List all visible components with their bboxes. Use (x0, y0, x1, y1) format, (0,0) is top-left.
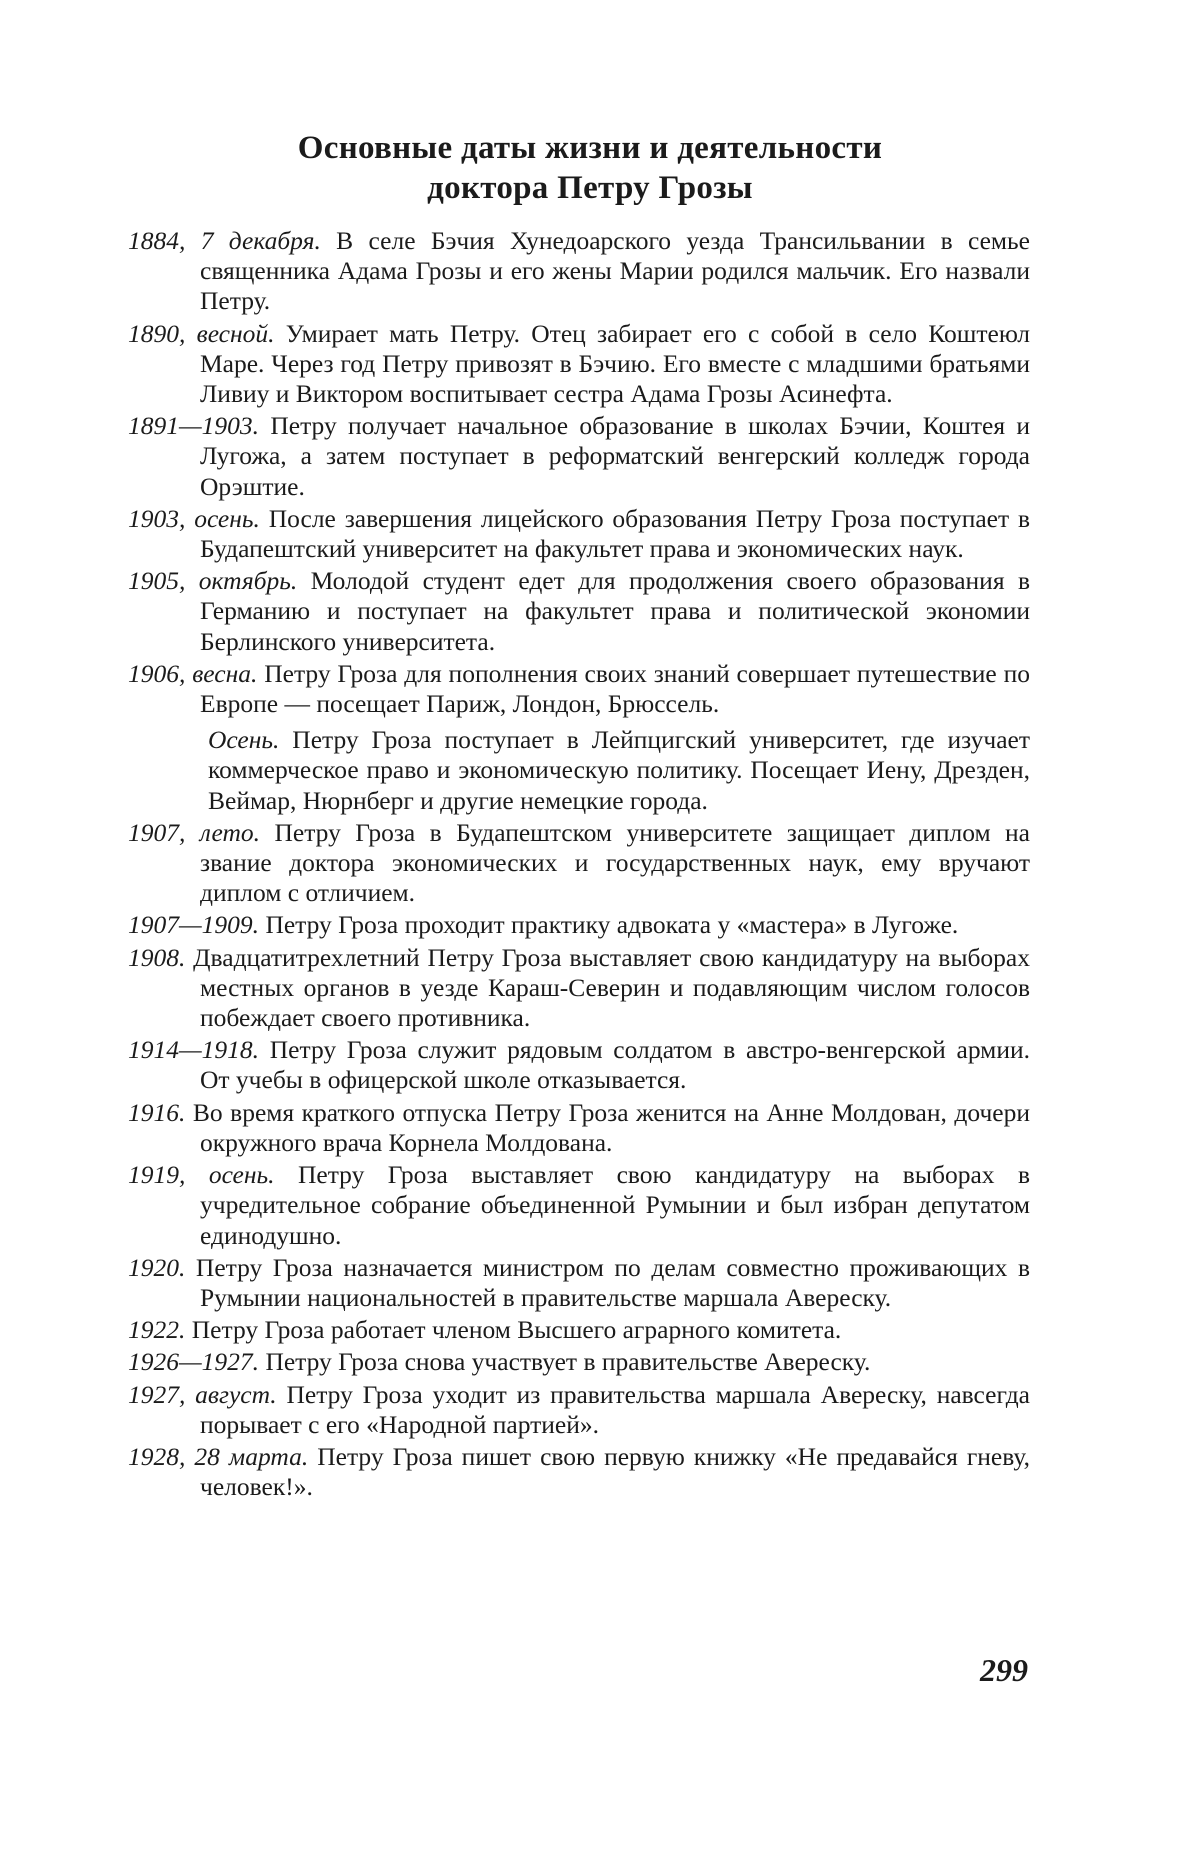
chronology-entry (128, 818, 1030, 909)
page-title (0, 128, 1200, 208)
entry-text: Петру Гроза выставляет свою кандидатуру на выборах в учредительное собрание объединенной Румынии и был избран депутатом единодушно. (200, 1160, 1030, 1250)
entry-text: Петру Гроза снова участвует в правительстве Авереску. (259, 1347, 871, 1377)
chronology-entry (128, 943, 1030, 1034)
chronology-entry (128, 1315, 1030, 1345)
entry-date: 1927, август. (128, 1379, 277, 1409)
chronology-entry (128, 319, 1030, 410)
chronology-entry (128, 1160, 1030, 1251)
entry-text: Петру Гроза назначается министром по делам совместно проживающих в Румынии национальностей в правительстве маршала Авереску. (185, 1252, 1030, 1312)
entry-text: Петру получает начальное образование в школах Бэчии, Коштея и Лугожа, а затем поступает в реформатский венгерский колледж города Орэштие. (200, 411, 1030, 501)
entry-text: Петру Гроза для пополнения своих знаний совершает путешествие по Европе — посещает Париж, Лондон, Брюссель. (200, 658, 1030, 719)
entry-date: 1920. (128, 1252, 186, 1282)
entry-date: 1916. (128, 1097, 186, 1127)
chronology-entry (128, 566, 1030, 657)
chronology-list (128, 226, 1030, 1504)
entry-date: 1907, лето. (128, 817, 261, 847)
chronology-entry (128, 659, 1030, 719)
chronology-entry (128, 1347, 1030, 1377)
entry-date: 1890, весной. (128, 318, 275, 348)
entry-date: 1884, 7 декабря. (128, 226, 321, 255)
entry-text: Петру Гроза уходит из правительства маршала Авереску, навсегда порывает с его «Народной партией». (200, 1379, 1030, 1439)
entry-text: Во время краткого отпуска Петру Гроза женится на Анне Молдован, дочери окружного врача Корнела Молдована. (185, 1097, 1030, 1157)
title-line-1: Основные даты жизни и деятельности (297, 130, 883, 166)
entry-date: 1922. (128, 1315, 186, 1345)
entry-date: 1906, весна. (128, 658, 258, 688)
entry-text: Петру Гроза пишет свою первую книжку «Не предавайся гневу, человек!». (200, 1441, 1030, 1502)
entry-date: Осень. (208, 725, 280, 755)
entry-date: 1903, осень. (128, 503, 260, 533)
chronology-entry (128, 504, 1030, 564)
chronology-entry (128, 1035, 1030, 1095)
entry-text: Двадцатитрехлетний Петру Гроза выставляет свою кандидатуру на выборах местных органов в уезде Караш-Северин и подавляющим числом голосов побеждает своего противника. (185, 942, 1030, 1033)
entry-date: 1891—1903. (128, 411, 260, 441)
entry-text: Петру Гроза работает членом Высшего аграрного комитета. (185, 1315, 842, 1345)
chronology-entry (128, 226, 1030, 317)
chronology-entry (128, 411, 1030, 502)
entry-text: Молодой студент едет для продолжения своего образования в Германию и поступает на факультет права и политической экономии Берлинского университета. (200, 566, 1030, 656)
chronology-entry (128, 725, 1030, 816)
entry-date: 1908. (128, 942, 186, 972)
entry-text: Петру Гроза служит рядовым солдатом в австро-венгерской армии. От учебы в офицерской школе отказывается. (200, 1035, 1030, 1095)
chronology-entry (128, 1253, 1030, 1313)
chronology-entry (128, 1442, 1030, 1502)
entry-text: Умирает мать Петру. Отец забирает его с собой в село Коштеюл Маре. Через год Петру привозят в Бэчию. Его вместе с младшими братьями Ливиу и Виктором воспитывает сестра Адама Грозы Асинефта. (200, 318, 1030, 409)
entry-date: 1914—1918. (128, 1035, 260, 1065)
entry-date: 1926—1927. (128, 1347, 260, 1377)
entry-date: 1928, 28 марта. (128, 1441, 309, 1471)
chronology-entry (128, 1380, 1030, 1440)
page-number: 299 (980, 1652, 1028, 1688)
chronology-entry (128, 910, 1030, 940)
entry-date: 1919, осень. (128, 1160, 275, 1190)
entry-text: Петру Гроза проходит практику адвоката у «мастера» в Лугоже. (259, 910, 959, 940)
entry-date: 1907—1909. (128, 910, 260, 940)
title-line-2: доктора Петру Грозы (427, 170, 753, 206)
entry-date: 1905, октябрь. (128, 566, 298, 596)
chronology-entry (128, 1098, 1030, 1158)
entry-text: После завершения лицейского образования Петру Гроза поступает в Будапештский университет на факультет права и экономических наук. (200, 503, 1030, 564)
entry-text: В селе Бэчия Хунедоарского уезда Трансильвании в семье священника Адама Грозы и его жены Марии родился мальчик. Его назвали Петру. (200, 226, 1030, 316)
entry-text: Петру Гроза поступает в Лейпцигский университет, где изучает коммерческое право и экономическую политику. Посещает Иену, Дрезден, Веймар, Нюрнберг и другие немецкие города. (208, 725, 1030, 815)
entry-text: Петру Гроза в Будапештском университете защищает диплом на звание доктора экономических и государственных наук, ему вручают диплом с отличием. (200, 817, 1031, 908)
